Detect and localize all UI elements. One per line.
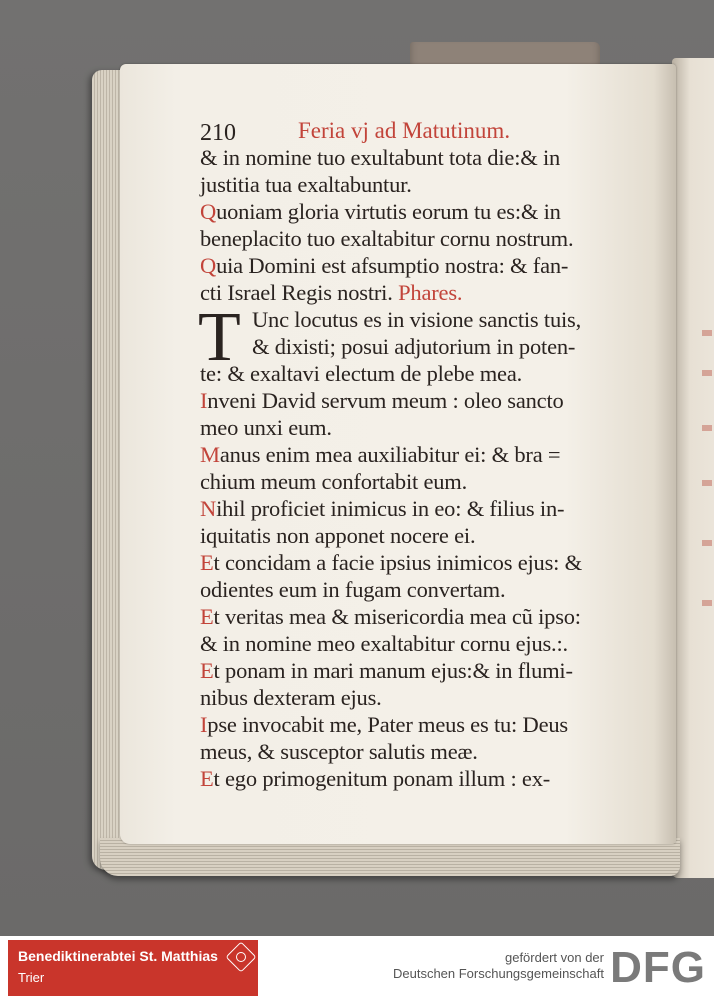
line-text: cti Israel Regis nostri. <box>200 280 393 305</box>
text-line <box>200 171 648 198</box>
text-line <box>200 333 648 360</box>
text-line <box>200 738 648 765</box>
rubric-initial: N <box>200 496 217 521</box>
drop-cap-initial: T <box>198 299 241 376</box>
line-text: chium meum confortabit eum. <box>200 469 468 494</box>
text-line <box>200 765 648 792</box>
text-line <box>200 252 648 279</box>
text-line <box>200 603 648 630</box>
text-line <box>200 576 648 603</box>
line-text: Unc locutus es in visione sanctis tuis, <box>252 307 582 332</box>
text-line <box>200 144 648 171</box>
rubric-initial: I <box>200 712 208 737</box>
rubric-initial: I <box>200 388 208 413</box>
facing-page-marks <box>700 330 712 630</box>
text-line <box>200 360 648 387</box>
rubric-initial: Q <box>200 199 217 224</box>
text-line <box>200 495 648 522</box>
text-line <box>200 522 648 549</box>
line-text: meo unxi eum. <box>200 415 332 440</box>
institution-logo-icon <box>225 941 256 972</box>
text-line <box>200 279 648 306</box>
institution-city: Trier <box>18 970 45 985</box>
line-text: & dixisti; posui adjutorium in poten- <box>252 334 576 359</box>
text-line <box>200 468 648 495</box>
line-text: & in nomine tuo exultabunt tota die:& in <box>200 145 561 170</box>
text-line <box>200 711 648 738</box>
text-line <box>200 684 648 711</box>
rubric-initial: M <box>200 442 220 467</box>
running-head: Feria vj ad Matutinum. <box>298 118 511 143</box>
rubric-initial: E <box>200 658 214 683</box>
text-line <box>200 630 648 657</box>
line-text: uia Domini est afsumptio nostra: & fan- <box>216 253 569 278</box>
institution-name: Benediktinerabtei St. Matthias <box>18 948 218 964</box>
funding-text <box>393 950 604 982</box>
line-text: ihil proficiet inimicus in eo: & filius in- <box>216 496 565 521</box>
dfg-logo[interactable]: DFG <box>610 943 706 992</box>
text-line <box>200 225 648 252</box>
line-text: iquitatis non apponet nocere ei. <box>200 523 476 548</box>
line-text: nibus dexteram ejus. <box>200 685 382 710</box>
text-line <box>200 441 648 468</box>
rubric-initial: Q <box>200 253 217 278</box>
text-line <box>200 414 648 441</box>
rubric-initial: E <box>200 604 214 629</box>
line-text: pse invocabit me, Pater meus es tu: Deus <box>207 712 568 737</box>
line-text: t ego primogenitum ponam illum : ex- <box>213 766 551 791</box>
line-text: meus, & susceptor salutis meæ. <box>200 739 478 764</box>
line-text: t veritas mea & misericordia mea cũ ipso: <box>213 604 581 629</box>
text-block <box>200 144 648 792</box>
line-text: beneplacito tuo exaltabitur cornu nostrum. <box>200 226 574 251</box>
line-text: t concidam a facie ipsius inimicos ejus: & <box>213 550 582 575</box>
line-text: odientes eum in fugam convertam. <box>200 577 506 602</box>
line-text: uoniam gloria virtutis eorum tu es:& in <box>216 199 561 224</box>
line-text: t ponam in mari manum ejus:& in flumi- <box>213 658 573 683</box>
page-number: 210 <box>200 120 236 146</box>
text-line <box>200 549 648 576</box>
line-text: anus enim mea auxiliabitur ei: & bra = <box>219 442 561 467</box>
line-text: nveni David servum meum : oleo sancto <box>207 388 564 413</box>
rubric-initial: E <box>200 550 214 575</box>
line-text: te: & exaltavi electum de plebe mea. <box>200 361 523 386</box>
text-line <box>200 198 648 225</box>
institution-box[interactable] <box>8 940 258 996</box>
footer-bar <box>0 936 714 1000</box>
funding-line-2: Deutschen Forschungsgemeinschaft <box>392 966 604 981</box>
rubric-initial: E <box>200 766 214 791</box>
line-text: justitia tua exaltabuntur. <box>200 172 412 197</box>
text-line <box>200 657 648 684</box>
rubric-label: Phares. <box>392 280 463 305</box>
funding-line-1: gefördert von der <box>504 950 604 965</box>
line-text: & in nomine meo exaltabitur cornu ejus.:. <box>200 631 568 656</box>
text-line <box>200 387 648 414</box>
